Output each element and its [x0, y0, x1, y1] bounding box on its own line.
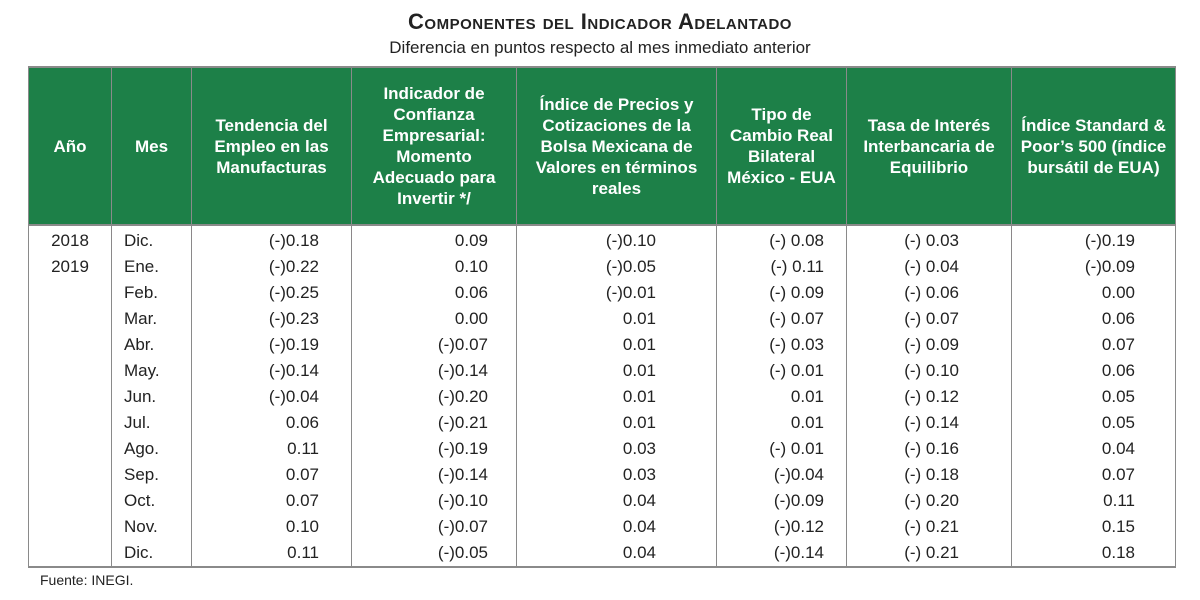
document-subtitle: Diferencia en puntos respecto al mes inmediato anterior — [389, 38, 811, 57]
month-cell: Mar. — [112, 306, 192, 332]
employment-trend-cell: (-)0.19 — [192, 332, 352, 358]
employment-trend-cell: (-)0.22 — [192, 254, 352, 280]
exchange-rate-cell: (-) 0.01 — [717, 358, 847, 384]
stock-index-cell: 0.01 — [517, 410, 717, 436]
exchange-rate-cell: (-)0.12 — [717, 514, 847, 540]
table-row — [29, 280, 1176, 306]
table-row — [29, 225, 1176, 254]
month-cell: Abr. — [112, 332, 192, 358]
table-header-row — [29, 67, 1176, 225]
exchange-rate-cell: (-)0.04 — [717, 462, 847, 488]
sp500-cell: 0.11 — [1012, 488, 1176, 514]
stock-index-cell: (-)0.05 — [517, 254, 717, 280]
table-row — [29, 384, 1176, 410]
employment-trend-cell: (-)0.14 — [192, 358, 352, 384]
year-cell — [29, 384, 112, 410]
month-cell: Nov. — [112, 514, 192, 540]
stock-index-cell: 0.01 — [517, 306, 717, 332]
interbank-rate-cell: (-) 0.06 — [847, 280, 1012, 306]
employment-trend-cell: 0.11 — [192, 436, 352, 462]
employment-trend-cell: 0.11 — [192, 540, 352, 567]
table-row — [29, 462, 1176, 488]
year-cell — [29, 540, 112, 567]
business-confidence-cell: 0.00 — [352, 306, 517, 332]
employment-trend-cell: (-)0.04 — [192, 384, 352, 410]
document-title: Componentes del Indicador Adelantado — [408, 9, 792, 34]
year-cell — [29, 332, 112, 358]
sp500-cell: 0.06 — [1012, 358, 1176, 384]
month-cell: May. — [112, 358, 192, 384]
sp500-cell: 0.06 — [1012, 306, 1176, 332]
stock-index-cell: (-)0.01 — [517, 280, 717, 306]
sp500-cell: (-)0.09 — [1012, 254, 1176, 280]
year-cell — [29, 306, 112, 332]
sp500-cell: 0.00 — [1012, 280, 1176, 306]
year-cell — [29, 488, 112, 514]
employment-trend-cell: (-)0.25 — [192, 280, 352, 306]
stock-index-cell: 0.01 — [517, 358, 717, 384]
year-cell — [29, 358, 112, 384]
interbank-rate-cell: (-) 0.14 — [847, 410, 1012, 436]
month-cell: Ene. — [112, 254, 192, 280]
column-header-year: Año — [29, 67, 112, 225]
employment-trend-cell: 0.06 — [192, 410, 352, 436]
business-confidence-cell: 0.10 — [352, 254, 517, 280]
stock-index-cell: 0.04 — [517, 488, 717, 514]
interbank-rate-cell: (-) 0.21 — [847, 514, 1012, 540]
column-header-interbank-rate: Tasa de Interés Interbancaria de Equilibrio — [847, 67, 1012, 225]
exchange-rate-cell: (-) 0.08 — [717, 225, 847, 254]
stock-index-cell: 0.01 — [517, 384, 717, 410]
exchange-rate-cell: (-) 0.01 — [717, 436, 847, 462]
table-row — [29, 254, 1176, 280]
exchange-rate-cell: (-)0.14 — [717, 540, 847, 567]
stock-index-cell: 0.04 — [517, 514, 717, 540]
column-header-month: Mes — [112, 67, 192, 225]
year-cell — [29, 410, 112, 436]
month-cell: Dic. — [112, 540, 192, 567]
business-confidence-cell: (-)0.14 — [352, 358, 517, 384]
interbank-rate-cell: (-) 0.18 — [847, 462, 1012, 488]
month-cell: Ago. — [112, 436, 192, 462]
exchange-rate-cell: (-)0.09 — [717, 488, 847, 514]
month-cell: Feb. — [112, 280, 192, 306]
interbank-rate-cell: (-) 0.20 — [847, 488, 1012, 514]
sp500-cell: 0.07 — [1012, 332, 1176, 358]
sp500-cell: 0.18 — [1012, 540, 1176, 567]
employment-trend-cell: (-)0.18 — [192, 225, 352, 254]
table-body — [29, 225, 1176, 567]
table-row — [29, 488, 1176, 514]
business-confidence-cell: (-)0.14 — [352, 462, 517, 488]
year-cell: 2019 — [29, 254, 112, 280]
table-row — [29, 358, 1176, 384]
month-cell: Oct. — [112, 488, 192, 514]
stock-index-cell: 0.03 — [517, 462, 717, 488]
sp500-cell: 0.04 — [1012, 436, 1176, 462]
exchange-rate-cell: (-) 0.11 — [717, 254, 847, 280]
exchange-rate-cell: 0.01 — [717, 384, 847, 410]
business-confidence-cell: (-)0.19 — [352, 436, 517, 462]
stock-index-cell: (-)0.10 — [517, 225, 717, 254]
interbank-rate-cell: (-) 0.16 — [847, 436, 1012, 462]
table-row — [29, 332, 1176, 358]
business-confidence-cell: (-)0.07 — [352, 332, 517, 358]
year-cell — [29, 280, 112, 306]
exchange-rate-cell: (-) 0.07 — [717, 306, 847, 332]
stock-index-cell: 0.01 — [517, 332, 717, 358]
stock-index-cell: 0.04 — [517, 540, 717, 567]
month-cell: Jul. — [112, 410, 192, 436]
month-cell: Sep. — [112, 462, 192, 488]
interbank-rate-cell: (-) 0.07 — [847, 306, 1012, 332]
employment-trend-cell: 0.07 — [192, 462, 352, 488]
year-cell: 2018 — [29, 225, 112, 254]
table-row — [29, 410, 1176, 436]
sp500-cell: 0.05 — [1012, 384, 1176, 410]
employment-trend-cell: 0.07 — [192, 488, 352, 514]
column-header-sp500: Índice Standard & Poor’s 500 (índice bursátil de EUA) — [1012, 67, 1176, 225]
business-confidence-cell: (-)0.07 — [352, 514, 517, 540]
table-row — [29, 306, 1176, 332]
table-row — [29, 540, 1176, 567]
year-cell — [29, 514, 112, 540]
interbank-rate-cell: (-) 0.12 — [847, 384, 1012, 410]
sp500-cell: 0.07 — [1012, 462, 1176, 488]
sp500-cell: 0.15 — [1012, 514, 1176, 540]
column-header-stock-index-bmv: Índice de Precios y Cotizaciones de la Bolsa Mexicana de Valores en términos reales — [517, 67, 717, 225]
interbank-rate-cell: (-) 0.03 — [847, 225, 1012, 254]
sp500-cell: 0.05 — [1012, 410, 1176, 436]
business-confidence-cell: 0.09 — [352, 225, 517, 254]
indicator-components-table — [28, 66, 1176, 568]
business-confidence-cell: (-)0.10 — [352, 488, 517, 514]
year-cell — [29, 462, 112, 488]
sp500-cell: (-)0.19 — [1012, 225, 1176, 254]
table-row — [29, 436, 1176, 462]
year-cell — [29, 436, 112, 462]
interbank-rate-cell: (-) 0.09 — [847, 332, 1012, 358]
column-header-business-confidence: Indicador de Confianza Empresarial: Momento Adecuado para Invertir */ — [352, 67, 517, 225]
interbank-rate-cell: (-) 0.10 — [847, 358, 1012, 384]
month-cell: Jun. — [112, 384, 192, 410]
business-confidence-cell: (-)0.20 — [352, 384, 517, 410]
exchange-rate-cell: (-) 0.03 — [717, 332, 847, 358]
employment-trend-cell: 0.10 — [192, 514, 352, 540]
employment-trend-cell: (-)0.23 — [192, 306, 352, 332]
exchange-rate-cell: (-) 0.09 — [717, 280, 847, 306]
business-confidence-cell: (-)0.05 — [352, 540, 517, 567]
stock-index-cell: 0.03 — [517, 436, 717, 462]
exchange-rate-cell: 0.01 — [717, 410, 847, 436]
interbank-rate-cell: (-) 0.21 — [847, 540, 1012, 567]
source-note: Fuente: INEGI. — [40, 572, 134, 588]
column-header-real-exchange-rate: Tipo de Cambio Real Bilateral México - EUA — [717, 67, 847, 225]
column-header-employment-trend: Tendencia del Empleo en las Manufacturas — [192, 67, 352, 225]
business-confidence-cell: 0.06 — [352, 280, 517, 306]
table-row — [29, 514, 1176, 540]
business-confidence-cell: (-)0.21 — [352, 410, 517, 436]
interbank-rate-cell: (-) 0.04 — [847, 254, 1012, 280]
month-cell: Dic. — [112, 225, 192, 254]
